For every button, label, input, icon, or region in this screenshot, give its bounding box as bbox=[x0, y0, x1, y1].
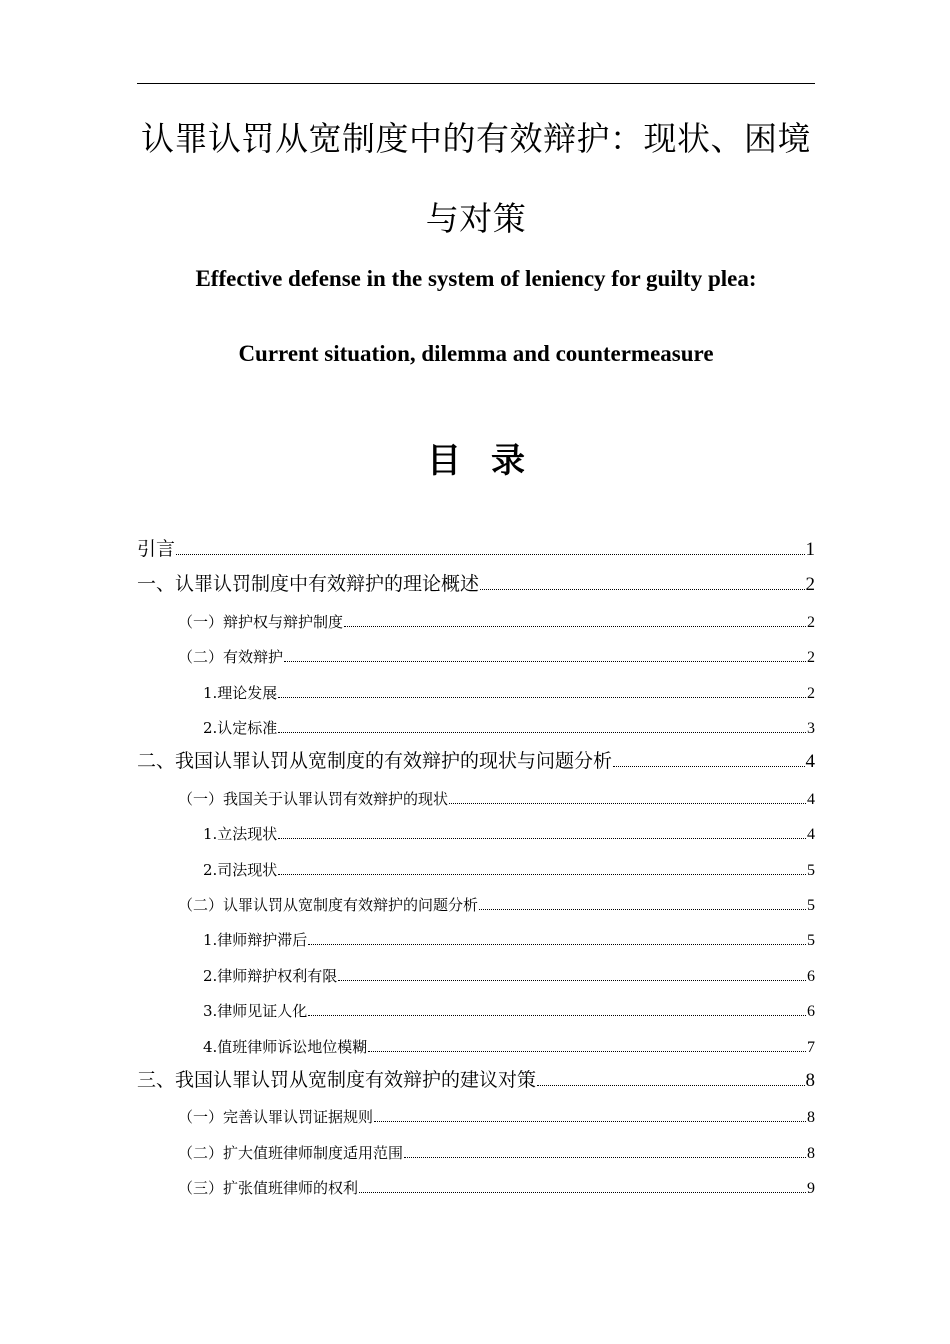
toc-entry-page-number: 3 bbox=[807, 720, 815, 737]
english-title-line-1: Effective defense in the system of leniency for guilty plea: bbox=[195, 266, 757, 291]
toc-leader-dots bbox=[308, 944, 806, 945]
toc-entry-page-number: 2 bbox=[807, 684, 815, 702]
toc-entry-page-number: 5 bbox=[807, 932, 815, 950]
toc-entry-page-number: 2 bbox=[807, 613, 815, 631]
toc-leader-dots bbox=[449, 803, 806, 804]
toc-entry bbox=[137, 743, 815, 773]
toc-entry-label: （一）完善认罪认罚证据规则 bbox=[178, 1108, 374, 1127]
toc-entry-label: 1.立法现状 bbox=[203, 825, 278, 844]
toc-entry-label: 2.认定标准 bbox=[203, 719, 278, 737]
toc-entry-label: 3.律师见证人化 bbox=[203, 1002, 308, 1021]
toc-entry-page-number: 8 bbox=[807, 1109, 815, 1127]
toc-entry-label: 一、认罪认罚制度中有效辩护的理论概述 bbox=[137, 573, 480, 596]
toc-entry bbox=[137, 637, 815, 667]
toc-entry bbox=[137, 850, 815, 880]
toc-entry bbox=[137, 1062, 815, 1092]
toc-entry-label: （三）扩张值班律师的权利 bbox=[178, 1179, 359, 1198]
toc-leader-dots bbox=[479, 909, 806, 910]
toc-entry bbox=[137, 920, 815, 950]
toc-entry bbox=[137, 991, 815, 1021]
toc-leader-dots bbox=[278, 874, 806, 875]
toc-entry-label: 2.司法现状 bbox=[203, 860, 278, 879]
toc-leader-dots bbox=[284, 661, 806, 662]
toc-leader-dots bbox=[278, 697, 806, 698]
toc-heading: 目录 bbox=[427, 441, 555, 481]
toc-entry bbox=[137, 956, 815, 986]
chinese-title-line-1: 认罪认罚从宽制度中的有效辩护：现状、困境 bbox=[141, 119, 811, 158]
toc-entry-label: （二）扩大值班律师制度适用范围 bbox=[178, 1143, 404, 1162]
toc-entry-label: 1.理论发展 bbox=[203, 683, 278, 702]
toc-entry-label: （二）有效辩护 bbox=[178, 648, 284, 667]
toc-leader-dots bbox=[278, 732, 806, 733]
toc-entry bbox=[137, 1133, 815, 1163]
toc-leader-dots bbox=[176, 554, 804, 555]
toc-entry-page-number: 1 bbox=[805, 539, 815, 560]
toc-entry-page-number: 2 bbox=[807, 649, 815, 667]
header-rule bbox=[137, 83, 815, 84]
toc-leader-dots bbox=[480, 589, 804, 590]
toc-entry-label: （一）我国关于认罪认罚有效辩护的现状 bbox=[178, 789, 449, 808]
toc-entry-label: 4.值班律师诉讼地位模糊 bbox=[203, 1037, 368, 1056]
toc-entry-label: 二、我国认罪认罚从宽制度的有效辩护的现状与问题分析 bbox=[137, 750, 613, 773]
toc-leader-dots bbox=[338, 980, 806, 981]
toc-entry bbox=[137, 779, 815, 809]
toc-leader-dots bbox=[613, 766, 804, 767]
toc-leader-dots bbox=[359, 1192, 806, 1193]
toc-entry-page-number: 7 bbox=[807, 1038, 815, 1056]
toc-entry-page-number: 5 bbox=[807, 897, 815, 914]
english-title-line-2: Current situation, dilemma and countermeasure bbox=[238, 341, 714, 366]
toc-entry-page-number: 5 bbox=[807, 861, 815, 879]
toc-entry bbox=[137, 885, 815, 915]
toc-entry-page-number: 8 bbox=[805, 1070, 815, 1091]
toc-entry bbox=[137, 1168, 815, 1198]
toc-entry-page-number: 8 bbox=[807, 1144, 815, 1162]
toc-entry bbox=[137, 673, 815, 703]
toc-entry-page-number: 2 bbox=[805, 574, 815, 596]
toc-entry-label: （二）认罪认罚从宽制度有效辩护的问题分析 bbox=[178, 896, 479, 914]
toc-entry-label: （一）辩护权与辩护制度 bbox=[178, 612, 344, 631]
toc-entry bbox=[137, 602, 815, 632]
toc-entry-label: 2.律师辩护权利有限 bbox=[203, 966, 338, 985]
toc-leader-dots bbox=[374, 1121, 806, 1122]
toc-entry bbox=[137, 1027, 815, 1057]
toc-entry-label: 三、我国认罪认罚从宽制度有效辩护的建议对策 bbox=[137, 1069, 537, 1091]
toc-leader-dots bbox=[537, 1085, 804, 1086]
toc-leader-dots bbox=[404, 1157, 806, 1158]
toc-entry-page-number: 4 bbox=[807, 790, 815, 808]
toc-entry-page-number: 6 bbox=[807, 967, 815, 985]
toc-entry-page-number: 9 bbox=[807, 1180, 815, 1198]
toc-entry bbox=[137, 708, 815, 738]
toc-leader-dots bbox=[278, 838, 806, 839]
toc-leader-dots bbox=[344, 626, 806, 627]
toc-entry bbox=[137, 814, 815, 844]
toc-leader-dots bbox=[308, 1015, 806, 1016]
chinese-title-line-2: 与对策 bbox=[425, 199, 527, 238]
toc-entry bbox=[137, 1097, 815, 1127]
toc-entry-page-number: 4 bbox=[807, 826, 815, 844]
toc-entry-label: 1.律师辩护滞后 bbox=[203, 931, 308, 950]
toc-entry bbox=[137, 531, 815, 561]
toc-entry-label: 引言 bbox=[137, 538, 176, 560]
toc-entry-page-number: 6 bbox=[807, 1003, 815, 1021]
toc-entry-page-number: 4 bbox=[805, 751, 815, 773]
toc-leader-dots bbox=[368, 1051, 806, 1052]
toc-entry bbox=[137, 566, 815, 596]
